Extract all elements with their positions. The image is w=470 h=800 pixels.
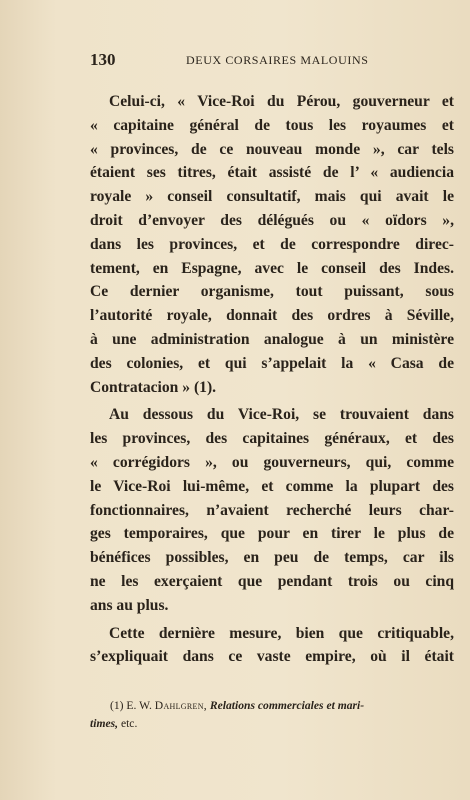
text-line: Ce dernier organisme, tout puissant, sous — [90, 283, 454, 301]
text-line: droit d’envoyer des délégués ou « oïdors », — [90, 211, 454, 229]
text-line: à une administration analogue à un ministère — [90, 330, 454, 348]
text-line: ne les exerçaient que pendant trois ou cinq — [90, 572, 454, 590]
running-title: DEUX CORSAIRES MALOUINS — [186, 53, 369, 67]
text-line: Cette dernière mesure, bien que critiquable, — [109, 624, 454, 642]
text-line: les provinces, des capitaines généraux, et des — [90, 430, 454, 448]
text-line: tement, en Espagne, avec le conseil des Indes. — [90, 259, 454, 277]
footnote-marker: (1) E. W. — [110, 699, 152, 712]
text-line: « corrégidors », ou gouverneurs, qui, comme — [90, 453, 454, 471]
text-line: bénéfices possibles, en peu de temps, car ils — [90, 549, 454, 567]
body-text — [90, 90, 454, 669]
text-line: « provinces, de ce nouveau monde », car tels — [90, 140, 454, 158]
text-line: étaient ses titres, était assisté de l’ « audiencia — [90, 164, 454, 182]
text-line: l’autorité royale, donnait des ordres à Séville, — [90, 307, 454, 325]
text-line: fonctionnaires, n’avaient recherché leurs char- — [90, 501, 454, 519]
text-line: Contratacion » (1). — [90, 378, 217, 396]
text-line: dans les provinces, et de correspondre direc- — [90, 235, 454, 253]
footnote — [90, 697, 450, 733]
text-line: le Vice-Roi lui-même, et comme la plupart des — [90, 477, 454, 495]
text-line: royale » conseil consultatif, mais qui avait le — [90, 188, 454, 206]
footnote-line — [110, 697, 450, 715]
text-line: des colonies, et qui s’appelait la « Casa de — [90, 354, 454, 372]
text-line: ges temporaires, que pour en tirer le plus de — [90, 525, 454, 543]
paragraph-2 — [90, 403, 454, 617]
footnote-author: Dahlgren, — [154, 699, 207, 712]
paragraph-1 — [90, 90, 454, 399]
footnote-line — [90, 715, 450, 733]
paragraph-3 — [90, 622, 454, 670]
text-line: Celui-ci, « Vice-Roi du Pérou, gouverneur et — [109, 93, 454, 110]
footnote-title: Relations commerciales et mari- — [209, 699, 365, 712]
page-number: 130 — [90, 50, 116, 69]
text-line: s’expliquait dans ce vaste empire, où il était — [90, 648, 454, 666]
footnote-tail: etc. — [120, 717, 138, 730]
page-header — [90, 50, 390, 72]
text-line: « capitaine général de tous les royaumes et — [90, 116, 454, 134]
footnote-title-cont: times, — [90, 717, 119, 730]
text-line: Au dessous du Vice-Roi, se trouvaient dans — [109, 406, 454, 424]
text-line: ans au plus. — [90, 596, 169, 614]
